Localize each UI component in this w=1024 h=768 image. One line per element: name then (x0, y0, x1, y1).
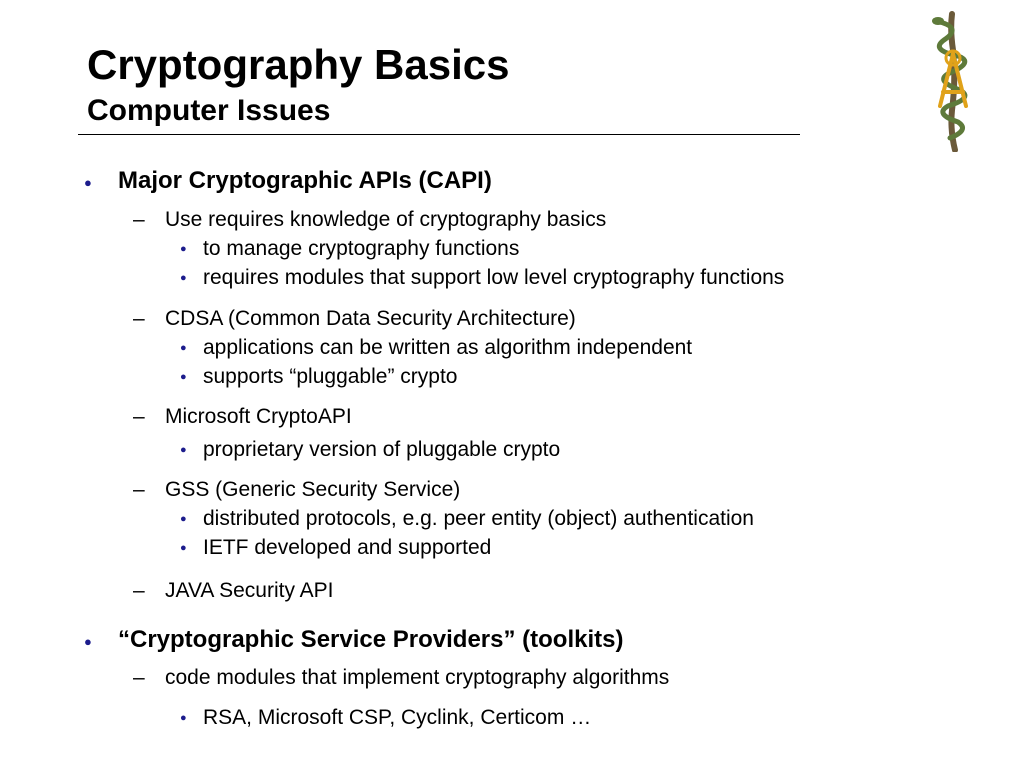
bullet-level-2-text: Use requires knowledge of cryptography basics (165, 208, 607, 231)
bullet-level-3-text: supports “pluggable” crypto (203, 365, 458, 388)
bullet-icon: ● (180, 342, 187, 354)
bullet-icon: ● (84, 175, 92, 190)
slide-title: Cryptography Basics (87, 41, 510, 88)
bullet-level-2-text: CDSA (Common Data Security Architecture) (165, 307, 576, 330)
bullet-level-1-text: Major Cryptographic APIs (CAPI) (118, 167, 492, 194)
bullet-icon: ● (180, 444, 187, 456)
bullet-level-3-text: applications can be written as algorithm independent (203, 336, 693, 359)
bullet-level-3-text: proprietary version of pluggable crypto (203, 438, 561, 461)
dash-marker: – (133, 666, 145, 689)
bullet-icon: ● (180, 513, 187, 525)
bullet-level-2-text: JAVA Security API (165, 579, 334, 602)
bullet-icon: ● (180, 712, 187, 724)
dash-marker: – (133, 208, 145, 231)
bullet-icon: ● (180, 371, 187, 383)
bullet-level-3-text: distributed protocols, e.g. peer entity (object) authentication (203, 507, 754, 530)
bullet-icon: ● (180, 243, 187, 255)
bullet-level-3-text: IETF developed and supported (203, 536, 492, 559)
bullet-icon: ● (180, 272, 187, 284)
bullet-level-3-text: requires modules that support low level cryptography functions (203, 266, 785, 289)
dash-marker: – (133, 478, 145, 501)
bullet-level-2-text: GSS (Generic Security Service) (165, 478, 461, 501)
dash-marker: – (133, 579, 145, 602)
bullet-level-3-text: to manage cryptography functions (203, 237, 520, 260)
bullet-icon: ● (180, 542, 187, 554)
caduceus-logo-icon (922, 10, 984, 152)
bullet-level-2-text: Microsoft CryptoAPI (165, 405, 352, 428)
bullet-level-2-text: code modules that implement cryptography algorithms (165, 666, 670, 689)
slide-subtitle: Computer Issues (87, 94, 331, 127)
bullet-level-3-text: RSA, Microsoft CSP, Cyclink, Certicom … (203, 706, 592, 729)
dash-marker: – (133, 405, 145, 428)
bullet-level-1-text: “Cryptographic Service Providers” (toolkits) (118, 626, 624, 653)
title-divider (78, 134, 800, 135)
bullet-icon: ● (84, 634, 92, 649)
dash-marker: – (133, 307, 145, 330)
